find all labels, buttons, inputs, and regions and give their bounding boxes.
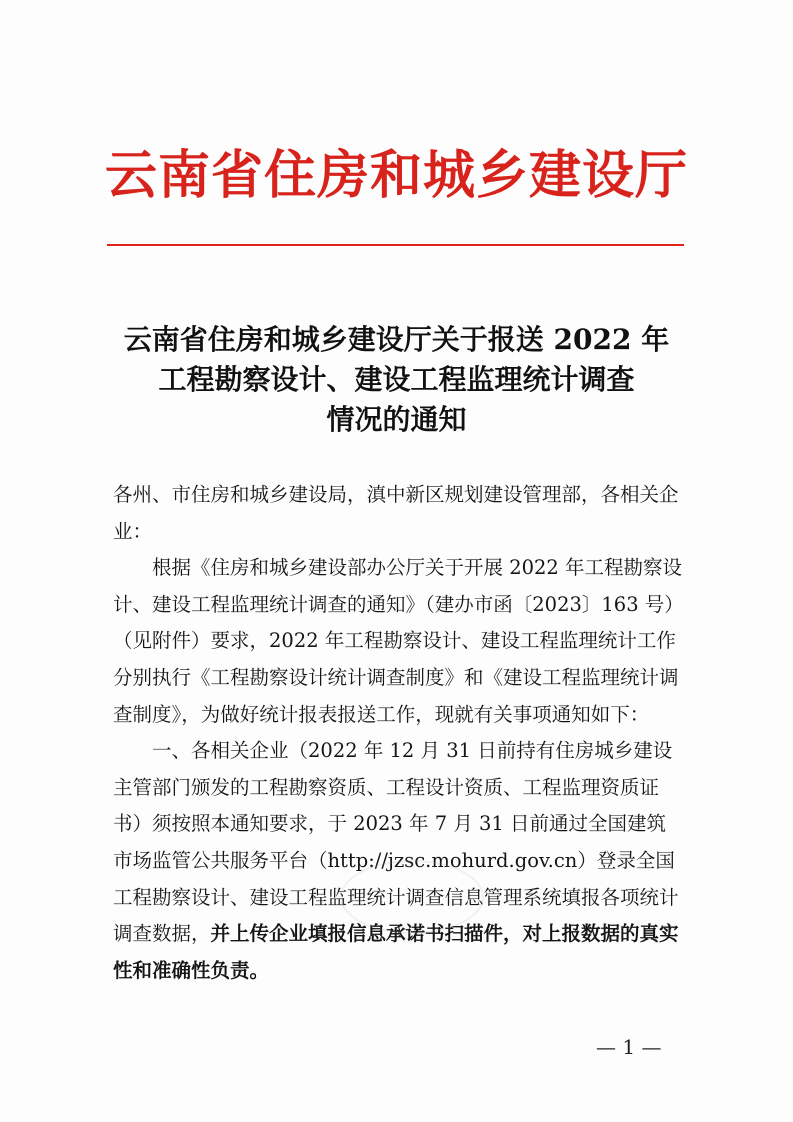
paragraph-1: 根据《住房和城乡建设部办公厅关于开展 2022 年工程勘察设计、建设工程监理统计调查的通知》（建办市函〔2023〕163 号）（见附件）要求，2022 年工程勘察设计、建设工程监理统计工作分别执行《工程勘察设计统计调查制度》和《建设工程监理统计调查制度》，为做好统计报表报送工作，现就有关事项通知如下： xyxy=(113,556,683,726)
page-number: — 1 — xyxy=(596,1035,662,1059)
paragraph-2-bold-text: 并上传企业填报信息承诺书扫描件，对上报数据的真实性和准确性负责。 xyxy=(113,922,679,982)
title-line-3: 情况的通知 xyxy=(326,403,467,436)
faint-seal-impression xyxy=(340,860,484,934)
title-line-2: 工程勘察设计、建设工程监理统计调查 xyxy=(158,363,635,396)
paragraph-2-text: 一、各相关企业（2022 年 12 月 31 日前持有住房城乡建设主管部门颁发的工程勘察资质、工程设计资质、工程监理资质证书）须按照本通知要求，于 2023 年 7 月 31 日前通过全国建筑市场监管公共服务平台（http://jzsc.mohurd.gov.cn）登录全国工程勘察设计、建设工程监理统计调查信息管理系统填报各项统计调查数据， xyxy=(113,739,679,946)
issuer-header: 云南省住房和城乡建设厅 xyxy=(104,146,688,206)
title-line-1: 云南省住房和城乡建设厅关于报送 2022 年 xyxy=(123,323,670,356)
salutation: 各州、市住房和城乡建设局，滇中新区规划建设管理部，各相关企业： xyxy=(113,483,679,543)
document-title xyxy=(0,320,793,440)
red-divider-line xyxy=(107,244,684,246)
